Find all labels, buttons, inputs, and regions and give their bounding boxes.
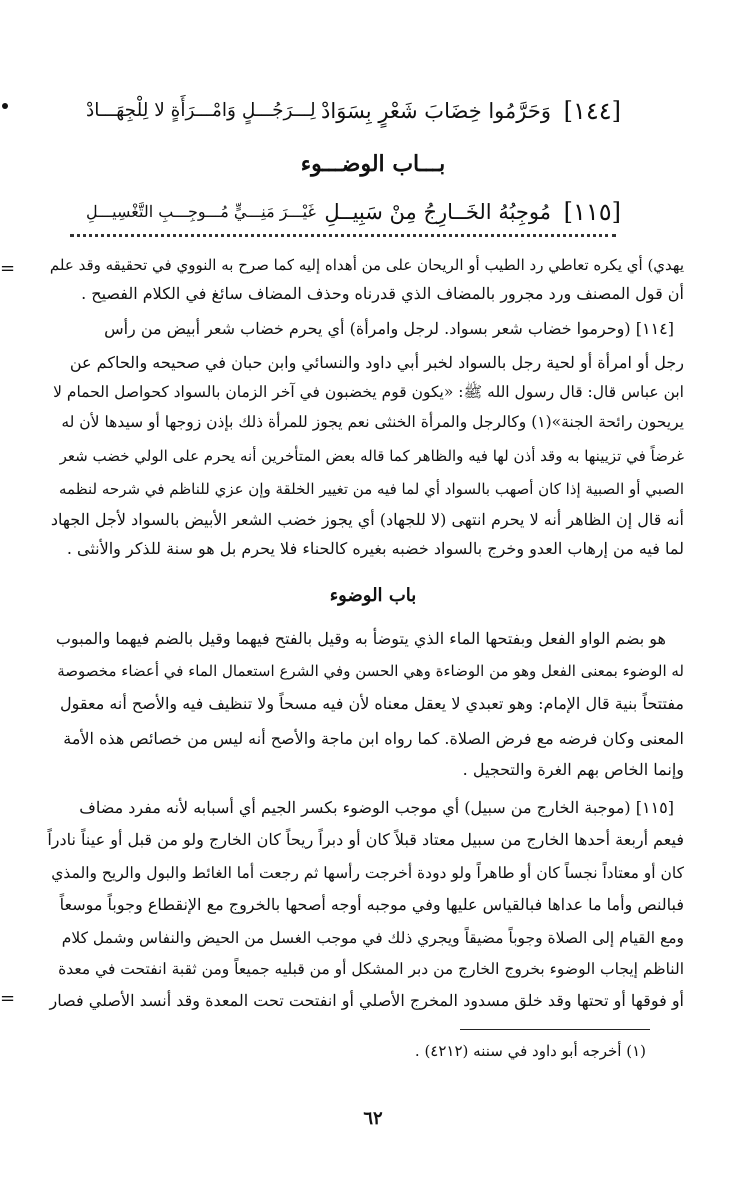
continuation-mark: =: [0, 258, 16, 279]
page-number: ٦٢: [363, 1108, 383, 1129]
verse-chapter-heading: بـــاب الوضـــوء: [300, 151, 446, 177]
commentary-line: يهدي) أي يكره تعاطي رد الطيب أو الريحان على من أهداه إليه كما صرح به النووي في تحقيقه وقد علم: [49, 256, 684, 274]
commentary-line: أن قول المصنف ورد مجرور بالمضاف الذي قدرناه وحذف المضاف سائغ في الكلام الفصيح .: [81, 284, 684, 303]
verse-first-hemistich: مُوجِبُهُ الخَــارِجُ مِنْ سَبِيــلِ: [324, 200, 551, 224]
verse-number: [١٤٤]: [563, 97, 621, 125]
section-title: باب الوضوء: [329, 585, 417, 606]
commentary-line: وإنما الخاص بهم الغرة والتحجيل .: [462, 760, 684, 779]
footnote-rule: [460, 1029, 650, 1030]
commentary-line: [١١٤] (وحرموا خضاب شعر بسواد. لرجل وامرأة) أي يحرم خضاب شعر أبيض من رأس: [104, 319, 674, 338]
commentary-line: له الوضوء بمعنى الفعل وهو من الوضاءة وهي الحسن وفي الشرع استعمال الماء في أعضاء مخصوصة: [57, 662, 684, 680]
dotted-separator: [70, 234, 616, 237]
continuation-mark: =: [0, 988, 16, 1009]
commentary-line: فبالنص وأما ما عداها فبالقياس عليها وفي موجبه أوجه أصحها بالخروج مع الإنقطاع وجوباً موسعاً: [59, 895, 684, 914]
verse-first-hemistich: وَحَرَّمُوا خِضَابَ شَعْرٍ بِسَوَادْ: [321, 99, 551, 123]
footnote: (١) أخرجه أبو داود في سننه (٤٢١٢) .: [414, 1042, 646, 1060]
commentary-line: يريحون رائحة الجنة»(١) وكالرجل والمرأة الخنثى نعم يجوز للمرأة ذلك بإذن زوجها أو سيدها لأن له: [61, 413, 684, 431]
commentary-line: [١١٥] (موجبة الخارج من سبيل) أي موجب الوضوء بكسر الجيم أي أسبابه لأنه مفرد مضاف: [79, 798, 674, 817]
commentary-line: كان أو معتاداً نجساً كان أو طاهراً ولو دودة أخرجت رأسها ثم رجعت أما الغائط والبول والريح والمذي: [51, 864, 684, 882]
verse-second-hemistich: لِـــرَجُـــلٍ وَامْـــرَأَةٍ لا لِلْجِهَـــادْ: [86, 100, 316, 121]
commentary-line: الصبي أو الصبية إذا كان أصهب بالسواد أي لما فيه من تغيير الخلقة وإن عزي للناظم في شرحه لنظمه: [59, 480, 684, 498]
commentary-line: أنه قال إن الظاهر أنه لا يحرم انتهى (لا للجهاد) أي يجوز خضب الشعر الأبيض بالسواد لأجل الجهاد: [50, 510, 684, 529]
verse-second-hemistich: غَيْـــرَ مَنِـــيٍّ مُـــوجِـــبِ التَّغْسِيـــلِ: [86, 202, 316, 221]
commentary-line: مفتتحاً بنية قال الإمام: وهو تعبدي لا يعقل معناه لأن فيه مسحاً ولا تنظيف فيه والأصح أنه معقول: [59, 694, 684, 713]
commentary-line: ومع القيام إلى الصلاة وجوباً مضيقاً ويجري ذلك في موجب الغسل من الحيض والنفاس وشمل كلام: [61, 929, 684, 947]
commentary-line: ابن عباس قال: قال رسول الله ﷺ: «يكون قوم يخضبون في آخر الزمان بالسواد كحواصل الحمام لا: [53, 383, 684, 401]
commentary-line: الناظم إيجاب الوضوء بخروج الخارج من دبر المشكل أو من قبليه جميعاً ومن ثقبة انفتحت في معدة: [58, 960, 684, 978]
margin-dot: [2, 103, 8, 109]
verse-number: [١١٥]: [563, 198, 621, 226]
commentary-line: غرضاً في تزيينها به وقد أذن لها فيه والظاهر كما قاله بعض المتأخرين أنه يحرم على الولي خضب شعر: [59, 447, 684, 465]
commentary-line: المعنى وكان فرضه مع فرض الصلاة. كما رواه ابن ماجة والأصح أنه ليس من خصائص هذه الأمة: [63, 729, 684, 748]
commentary-line: هو بضم الواو الفعل وبفتحها الماء الذي يتوضأ به وقيل بالفتح فيهما وقيل بالضم فيهما والمبوب: [55, 629, 666, 648]
commentary-line: أو فوقها أو تحتها وقد خلق مسدود المخرج الأصلي أو انفتحت تحت المعدة وقد أنسد الأصلي فصار: [49, 991, 684, 1010]
commentary-line: لما فيه من إرهاب العدو وخرج بالسواد خضبه بغيره كالحناء فلا يحرم بل هو سنة للذكر والأنثى .: [66, 539, 684, 558]
commentary-line: رجل أو امرأة أو لحية رجل بالسواد لخبر أبي داود والنسائي وابن حبان في صحيحه والحاكم عن: [69, 353, 684, 372]
commentary-line: فيعم أربعة أحدها الخارج من سبيل معتاد قبلاً كان أو دبراً ريحاً كان الخارج ولو من قبل أو عيناً نادراً: [47, 830, 684, 849]
